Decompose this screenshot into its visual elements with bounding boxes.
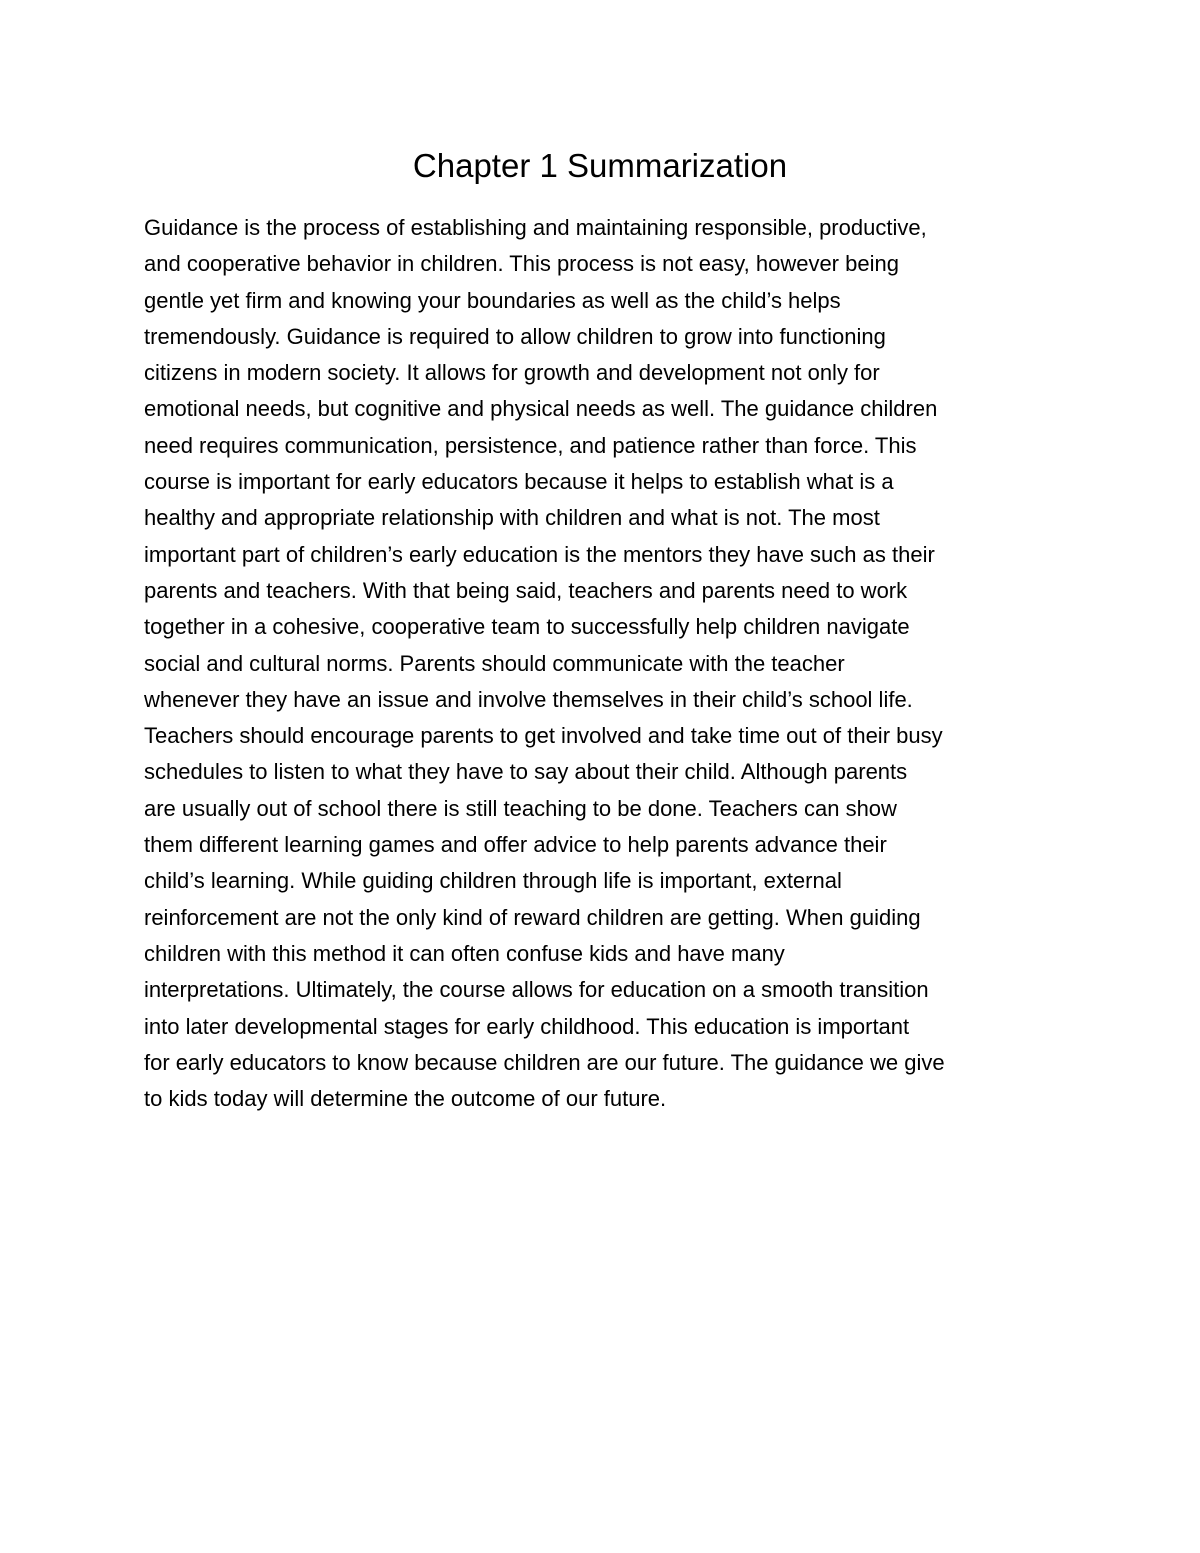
paragraph-line: for early educators to know because children are our future. The guidance we give [144,1049,945,1075]
paragraph-line: important part of children’s early education is the mentors they have such as their [144,541,935,567]
paragraph-line: child’s learning. While guiding children through life is important, external [144,868,842,894]
paragraph-line: them different learning games and offer advice to help parents advance their [144,832,887,858]
paragraph-line: are usually out of school there is still teaching to be done. Teachers can show [144,795,897,821]
paragraph-line: and cooperative behavior in children. This process is not easy, however being [144,251,899,277]
paragraph-line: gentle yet firm and knowing your boundaries as well as the child’s helps [144,287,841,313]
paragraph-line: together in a cohesive, cooperative team to successfully help children navigate [144,614,910,640]
paragraph-line: healthy and appropriate relationship with children and what is not. The most [144,505,880,531]
paragraph-line: Teachers should encourage parents to get involved and take time out of their busy [144,723,943,749]
paragraph-line: reinforcement are not the only kind of reward children are getting. When guiding [144,904,921,930]
paragraph-line: interpretations. Ultimately, the course allows for education on a smooth transition [144,977,929,1003]
paragraph-line: emotional needs, but cognitive and physical needs as well. The guidance children [144,396,938,422]
paragraph-line: course is important for early educators because it helps to establish what is a [144,469,894,495]
paragraph-line: parents and teachers. With that being said, teachers and parents need to work [144,577,908,603]
paragraph-line: citizens in modern society. It allows for growth and development not only for [144,360,880,386]
paragraph-line: need requires communication, persistence, and patience rather than force. This [144,432,917,458]
paragraph-line: whenever they have an issue and involve themselves in their child’s school life. [144,686,913,712]
summary-paragraph [144,210,1064,1117]
paragraph-line: schedules to listen to what they have to say about their child. Although parents [144,759,908,785]
paragraph-line: Guidance is the process of establishing and maintaining responsible, productive, [144,215,927,240]
paragraph-line: to kids today will determine the outcome of our future. [144,1086,667,1112]
paragraph-line: children with this method it can often confuse kids and have many [144,940,785,966]
page-title: Chapter 1 Summarization [412,147,788,184]
paragraph-line: tremendously. Guidance is required to allow children to grow into functioning [144,323,886,349]
paragraph-line: into later developmental stages for early childhood. This education is important [144,1013,910,1039]
paragraph-line: social and cultural norms. Parents should communicate with the teacher [144,650,845,676]
